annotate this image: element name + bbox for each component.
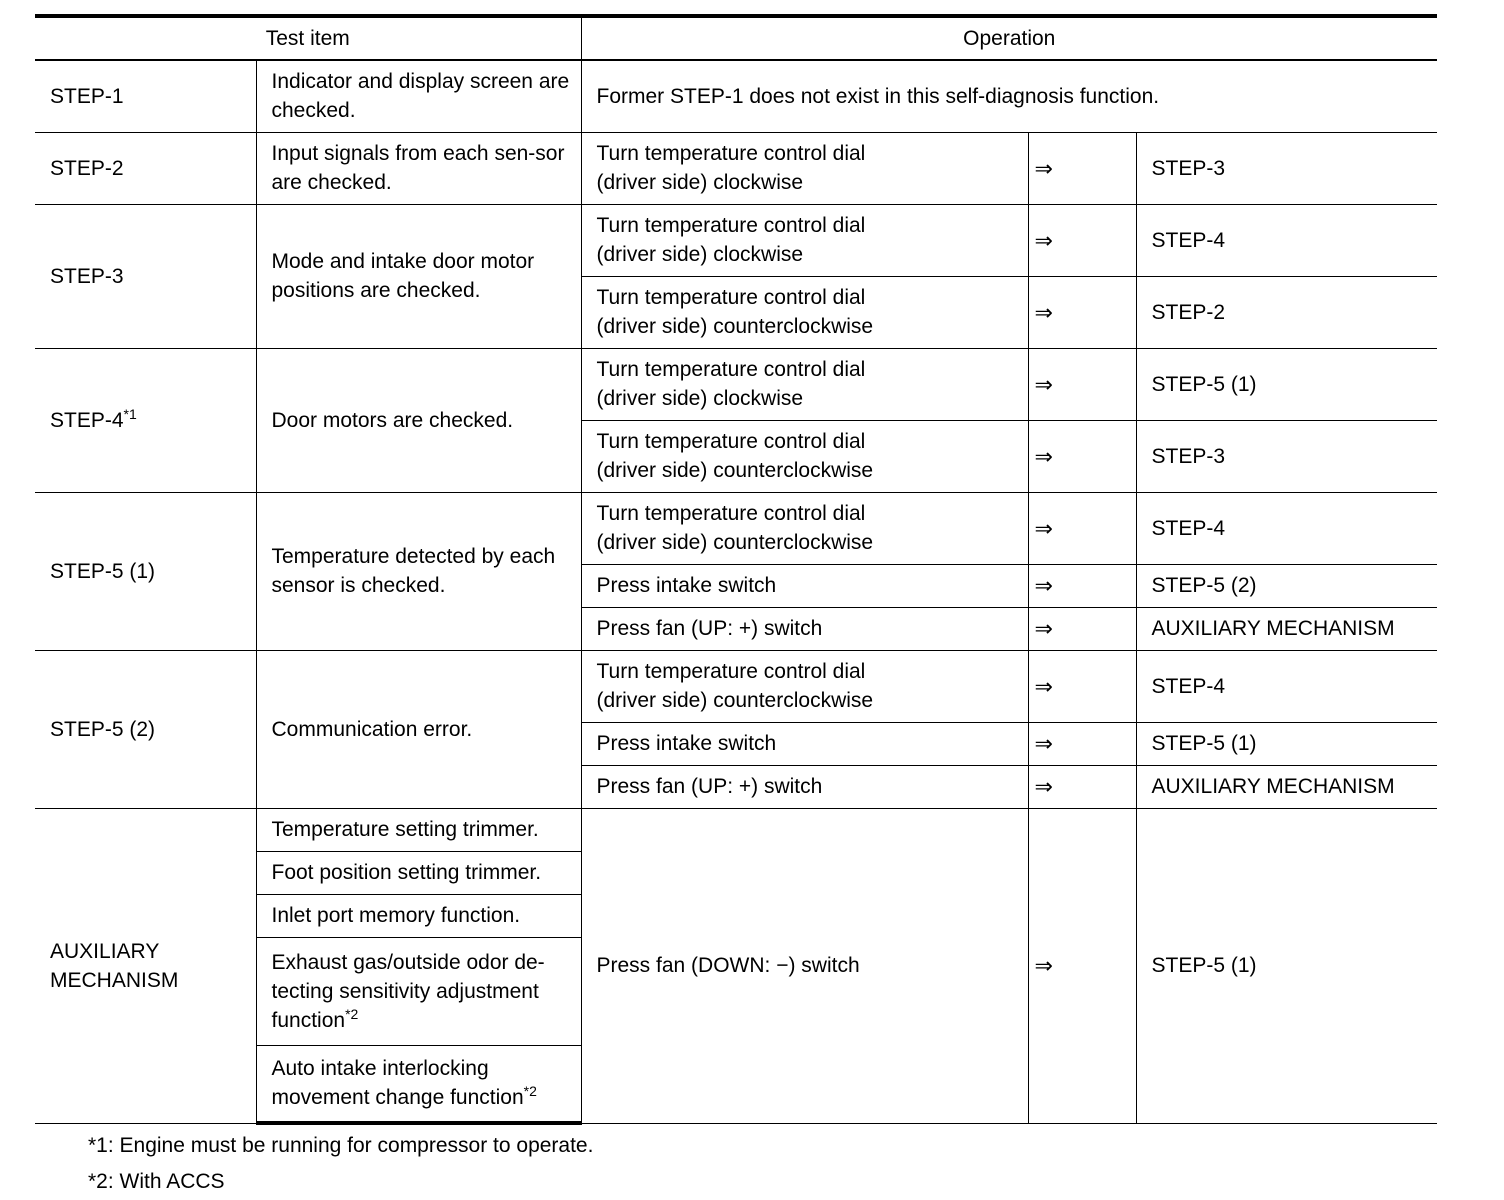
step-name [35,808,256,1123]
step-name [35,348,256,492]
aux-item: Inlet port memory function. [256,894,581,937]
step-name: STEP-5 (2) [35,650,256,808]
operation-action [581,650,1028,722]
arrow-icon: ⇒ [1028,132,1136,204]
action-line: Turn temperature control dial [596,214,866,237]
arrow-icon: ⇒ [1028,564,1136,607]
action-line: Turn temperature control dial [596,660,866,683]
header-operation: Operation [581,16,1437,60]
arrow-icon: ⇒ [1028,765,1136,808]
step-name: STEP-1 [35,60,256,132]
table-row [35,60,1437,132]
operation-action: Press fan (UP: +) switch [581,607,1028,650]
action-line: Turn temperature control dial [596,358,866,381]
step-name-text: STEP-4 [50,408,124,432]
action-line: Turn temperature control dial [596,142,866,165]
step-name-line: AUXILIARY [50,939,160,963]
action-line: (driver side) clockwise [596,387,804,410]
action-line: (driver side) counterclockwise [596,459,874,482]
operation-action: Press fan (DOWN: −) switch [581,808,1028,1123]
operation-action: Press intake switch [581,564,1028,607]
arrow-icon: ⇒ [1028,276,1136,348]
step-name-line: MECHANISM [50,968,179,992]
operation-target: STEP-4 [1136,492,1437,564]
operation-text: Former STEP-1 does not exist in this self-diagnosis function. [581,60,1437,132]
action-line: (driver side) clockwise [596,243,804,266]
operation-action [581,276,1028,348]
arrow-icon: ⇒ [1028,492,1136,564]
operation-target: STEP-5 (2) [1136,564,1437,607]
step-description: Door motors are checked. [256,348,581,492]
arrow-icon: ⇒ [1028,607,1136,650]
arrow-icon: ⇒ [1028,722,1136,765]
aux-item: Temperature setting trimmer. [256,808,581,851]
arrow-icon: ⇒ [1028,348,1136,420]
table-row [35,650,1437,722]
arrow-icon: ⇒ [1028,808,1136,1123]
operation-target: STEP-5 (1) [1136,348,1437,420]
action-line: (driver side) counterclockwise [596,315,874,338]
step-description: Mode and intake door motor positions are checked. [256,204,581,348]
action-line: Turn temperature control dial [596,430,866,453]
arrow-icon: ⇒ [1028,204,1136,276]
operation-target: STEP-3 [1136,132,1437,204]
footnote-marker: *1 [123,405,137,422]
footnote-marker: *2 [345,1005,359,1022]
action-line: (driver side) clockwise [596,171,804,194]
operation-target: AUXILIARY MECHANISM [1136,765,1437,808]
action-line: Turn temperature control dial [596,502,866,525]
operation-target: STEP-4 [1136,650,1437,722]
arrow-icon: ⇒ [1028,650,1136,722]
aux-item: Foot position setting trimmer. [256,851,581,894]
operation-action [581,132,1028,204]
table-row [35,808,1437,851]
operation-target: STEP-2 [1136,276,1437,348]
test-mode-table [35,14,1437,1125]
operation-action [581,420,1028,492]
action-line: (driver side) counterclockwise [596,531,874,554]
step-description: Communication error. [256,650,581,808]
operation-action [581,492,1028,564]
step-description: Temperature detected by each sensor is checked. [256,492,581,650]
operation-target: AUXILIARY MECHANISM [1136,607,1437,650]
operation-action [581,204,1028,276]
footnote: *2: With ACCS [88,1170,225,1193]
footnote: *1: Engine must be running for compressor to operate. [88,1134,594,1157]
operation-action [581,348,1028,420]
operation-action: Press fan (UP: +) switch [581,765,1028,808]
footnote-marker: *2 [523,1083,537,1100]
step-description: Indicator and display screen are checked. [256,60,581,132]
step-description: Input signals from each sen-sor are checked. [256,132,581,204]
table-row [35,204,1437,276]
action-line: Turn temperature control dial [596,286,866,309]
aux-item [256,1045,581,1123]
operation-target: STEP-4 [1136,204,1437,276]
operation-target: STEP-3 [1136,420,1437,492]
footnotes [88,1128,593,1200]
arrow-icon: ⇒ [1028,420,1136,492]
header-test-item: Test item [35,16,581,60]
step-name: STEP-5 (1) [35,492,256,650]
aux-item-text: Auto intake interlocking movement change function [271,1057,524,1110]
operation-target: STEP-5 (1) [1136,808,1437,1123]
operation-target: STEP-5 (1) [1136,722,1437,765]
aux-item-text: Exhaust gas/outside odor de-tecting sensitivity adjustment function [271,950,545,1032]
step-name: STEP-2 [35,132,256,204]
aux-item [256,937,581,1045]
table-header-row [35,16,1437,60]
action-line: (driver side) counterclockwise [596,689,874,712]
table-row [35,492,1437,564]
operation-action: Press intake switch [581,722,1028,765]
table-row [35,348,1437,420]
step-name: STEP-3 [35,204,256,348]
table-row [35,132,1437,204]
